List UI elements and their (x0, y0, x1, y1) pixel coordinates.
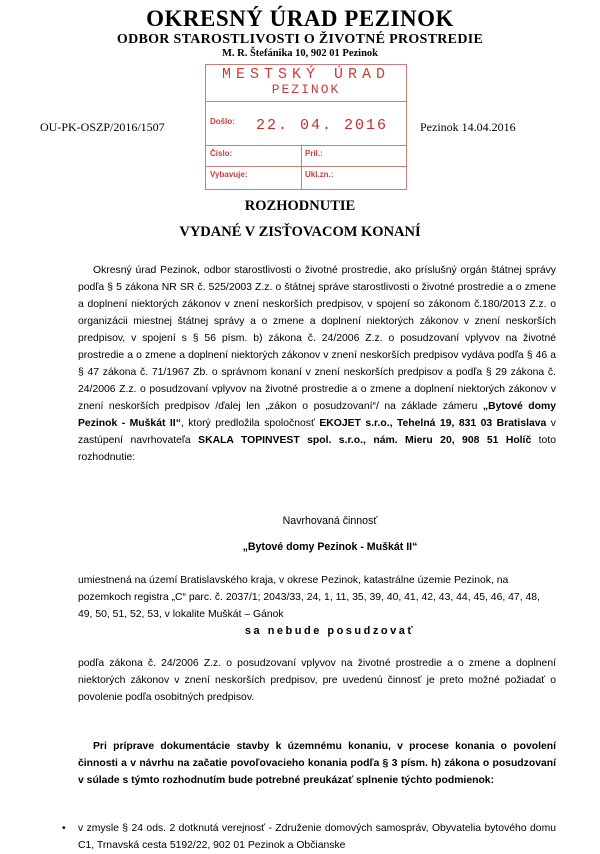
condition-item-1: v zmysle § 24 ods. 2 dotknutá verejnosť - Združenie domových samospráv, Obyvatelia bytového domu C1, Trnavská cesta 5192/22, 902 01 Pezinok a Občianske (78, 823, 556, 851)
department-name: ODBOR STAROSTLIVOSTI O ŽIVOTNÉ PROSTREDIE (116, 32, 484, 47)
place-and-date: Pezinok 14.04.2016 (420, 120, 516, 134)
registry-stamp (205, 64, 407, 190)
stamp-attachments-label: Pril.: (305, 149, 323, 158)
stamp-handled-label: Vybavuje: (210, 170, 248, 179)
document-title: ROZHODNUTIE (244, 198, 356, 214)
reference-number: OU-PK-OSZP/2016/1507 (40, 120, 165, 134)
stamp-org-line2: PEZINOK (271, 82, 341, 97)
location-paragraph: umiestnená na území Bratislavského kraja, v okrese Pezinok, katastrálne územie Pezinok, na pozemkoch registra „C“ parc. č. 2037/1; 2043/33, 24, 1, 11, 35, 39, 40, 41, 42, 43, 44, 45, 46, 47, 48, 49, 50, 51, 52, 53, v lokalite Muškát – Gánok (78, 575, 540, 620)
decision-statement: sa nebude posudzovať (244, 625, 416, 637)
bullet-marker: • (62, 823, 66, 834)
intro-project-name: „Bytové domy Pezinok - Muškát II“ (78, 401, 556, 429)
stamp-number-label: Číslo: (210, 149, 233, 158)
stamp-storage-label: Ukl.zn.: (305, 170, 334, 179)
intro-text-2: , ktorý predložila spoločnosť (180, 418, 320, 429)
conditions-intro: Pri príprave dokumentácie stavby k územnému konaniu, v procese konania o povolení činnosti a v návrhu na začatie povoľovacieho konania podľa § 3 písm. h) zákona o posudzovaní v súlade s týmto rozhodnutím bude potrebné preukázať splnenie týchto podmienok: (78, 741, 556, 786)
decision-paragraph: podľa zákona č. 24/2006 Z.z. o posudzovaní vplyvov na životné prostredie a o zmene a doplnení niektorých zákonov v znení neskorších predpisov, pre uvedenú činnosť je preto možné požiadať o povolenie podľa osobitných predpisov. (78, 658, 556, 703)
intro-text-3: v zastúpení navrhovateľa (78, 418, 556, 446)
office-name: OKRESNÝ ÚRAD PEZINOK (146, 6, 454, 31)
intro-submitter: EKOJET s.r.o., Tehelná 19, 831 03 Bratislava (319, 418, 547, 429)
stamp-received-label: Došlo: (210, 117, 235, 126)
document-subtitle: VYDANÉ V ZISŤOVACOM KONANÍ (179, 224, 421, 240)
stamp-received-date: 22. 04. 2016 (256, 117, 389, 134)
activity-label: Navrhovaná činnosť (282, 515, 378, 527)
office-address: M. R. Štefánika 10, 902 01 Pezinok (221, 48, 379, 59)
stamp-org-line1: MESTSKÝ ÚRAD (221, 66, 391, 83)
intro-paragraph (78, 262, 556, 466)
intro-proponent: SKALA TOPINVEST spol. s.r.o., nám. Mieru 20, 908 51 Holíč (198, 435, 532, 446)
project-name: „Bytové domy Pezinok - Muškát II“ (242, 541, 418, 553)
intro-text-4: toto rozhodnutie: (78, 435, 556, 463)
intro-text: Okresný úrad Pezinok, odbor starostlivosti o životné prostredie, ako príslušný orgán štátnej správy podľa § 5 zákona NR SR č. 525/2003 Z.z. o štátnej správe starostlivosti o životné prostredie a o zmene a doplnení niektorých zákonov v znení neskorších predpisov, v spojení so zákonom č.180/2013 Z.z. o organizácii miestnej štátnej správy a o zmene a doplnení niektorých zákonov v znení neskorších predpisov, v spojení s § 56 písm. b) zákona č. 24/2006 Z.z. o posudzovaní vplyvov na životné prostredie a o zmene a doplnení niektorých zákonov v znení neskorších predpisov vydáva podľa § 46 a § 47 zákona č. 71/1967 Zb. o správnom konaní v znení neskorších predpisov a podľa § 29 zákona č. 24/2006 Z.z. o posudzovaní vplyvov na životné prostredie a o zmene a doplnení niektorých zákonov v znení neskorších predpisov /ďalej len „zákon o posudzovaní“/ na základe zámeru (78, 265, 556, 412)
